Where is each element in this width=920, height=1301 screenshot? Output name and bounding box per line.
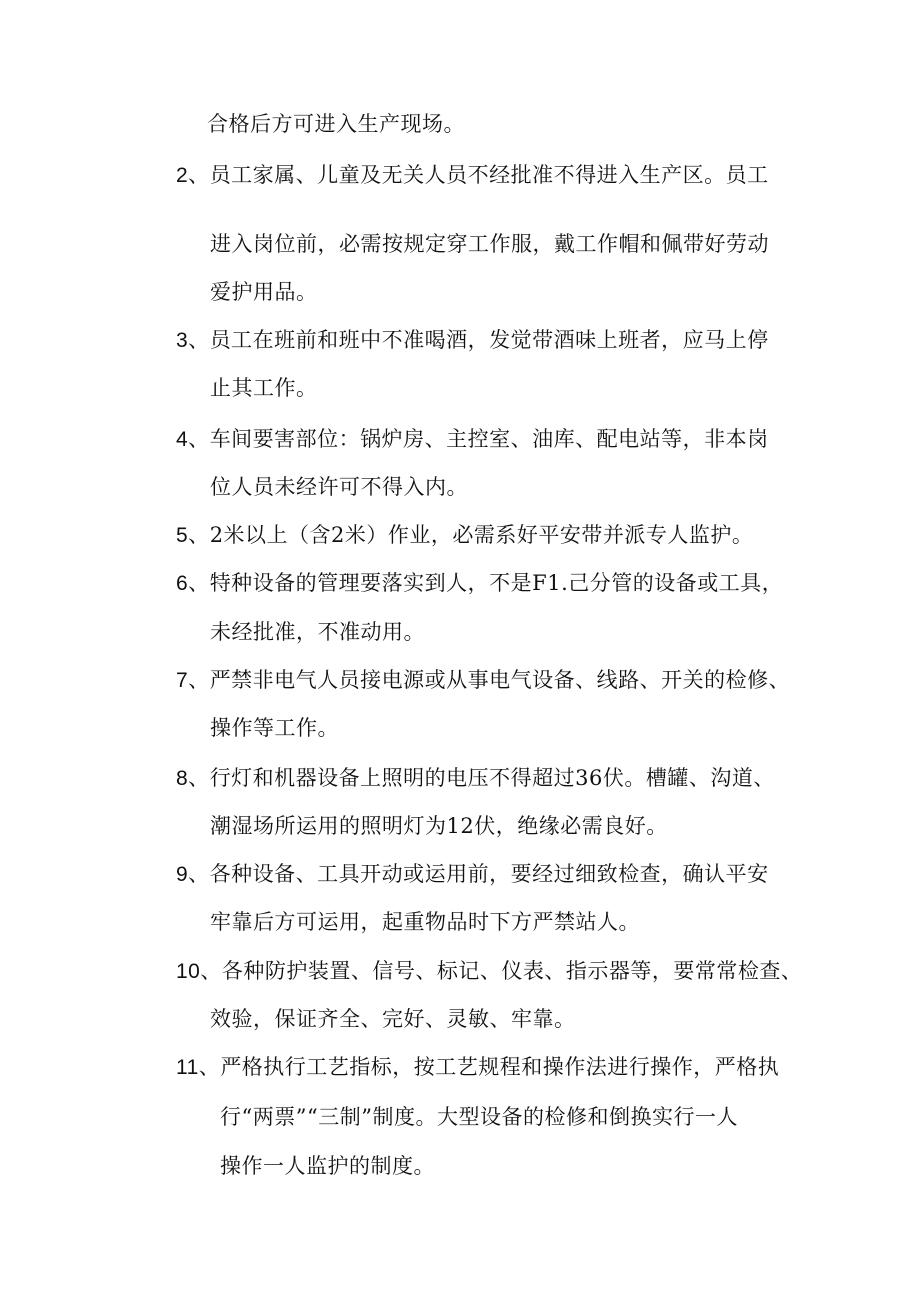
intro-continuation: 合格后方可进入生产现场。 xyxy=(207,112,465,136)
item-number: 8、 xyxy=(176,767,210,790)
item-text: 2米以上（含2米）作业，必需系好平安带并派专人监护。 xyxy=(209,523,754,547)
item-text: 员工在班前和班中不准喝酒，发觉带酒味上班者，应马上停 xyxy=(209,328,769,352)
list-item-11-line-3: 操作一人监护的制度。 xyxy=(220,1154,435,1178)
item-text: 严禁非电气人员接电源或从事电气设备、线路、开关的检修、 xyxy=(209,668,791,692)
item-text: 各种设备、工具开动或运用前，要经过细致检查，确认平安 xyxy=(209,862,769,886)
list-item-10-line-2: 效验，保证齐全、完好、灵敏、牢靠。 xyxy=(210,1007,576,1031)
list-item-9-line-2: 牢靠后方可运用，起重物品时下方严禁站人。 xyxy=(210,910,640,934)
list-item-3-line-1 xyxy=(176,326,769,355)
item-text: 员工家属、儿童及无关人员不经批准不得进入生产区。员工 xyxy=(209,163,769,187)
list-item-3-line-2: 止其工作。 xyxy=(210,376,318,400)
list-item-2-line-1 xyxy=(176,161,769,190)
item-text: 行灯和机器设备上照明的电压不得超过36伏。槽罐、沟道、 xyxy=(209,766,775,790)
item-number: 7、 xyxy=(176,669,210,692)
item-text: 严格执行工艺指标，按工艺规程和操作法进行操作，严格执 xyxy=(220,1055,780,1079)
list-item-7-line-1 xyxy=(176,666,790,695)
list-item-8-line-2: 潮湿场所运用的照明灯为12伏，绝缘必需良好。 xyxy=(210,814,668,838)
list-item-10-line-1 xyxy=(176,957,802,986)
list-item-2-line-2: 进入岗位前，必需按规定穿工作服，戴工作帽和佩带好劳动 xyxy=(210,232,769,256)
list-item-4-line-1 xyxy=(176,425,769,454)
item-text: 特种设备的管理要落实到人，不是F1.己分管的设备或工具， xyxy=(209,571,784,595)
list-item-2-line-3: 爱护用品。 xyxy=(210,280,318,304)
item-number: 3、 xyxy=(176,329,210,352)
list-item-11-line-1 xyxy=(176,1053,779,1082)
item-number: 4、 xyxy=(176,428,210,451)
list-item-7-line-2: 操作等工作。 xyxy=(210,716,339,740)
list-item-8-line-1 xyxy=(176,764,775,793)
list-item-4-line-2: 位人员未经许可不得入内。 xyxy=(210,475,468,499)
item-number: 9、 xyxy=(176,863,210,886)
list-item-6-line-1 xyxy=(176,569,783,598)
list-item-9-line-1 xyxy=(176,860,769,889)
list-item-5-line-1 xyxy=(176,521,753,550)
item-number: 11、 xyxy=(176,1056,221,1079)
item-number: 10、 xyxy=(176,960,222,983)
item-number: 6、 xyxy=(176,572,210,595)
item-text: 各种防护装置、信号、标记、仪表、指示器等，要常常检查、 xyxy=(221,959,803,983)
item-number: 2、 xyxy=(176,164,210,187)
item-number: 5、 xyxy=(176,524,210,547)
list-item-11-line-2: 行“两票”“三制”制度。大型设备的检修和倒换实行一人 xyxy=(220,1105,738,1129)
item-text: 车间要害部位：锅炉房、主控室、油库、配电站等，非本岗 xyxy=(209,427,769,451)
list-item-6-line-2: 未经批准，不准动用。 xyxy=(210,620,425,644)
